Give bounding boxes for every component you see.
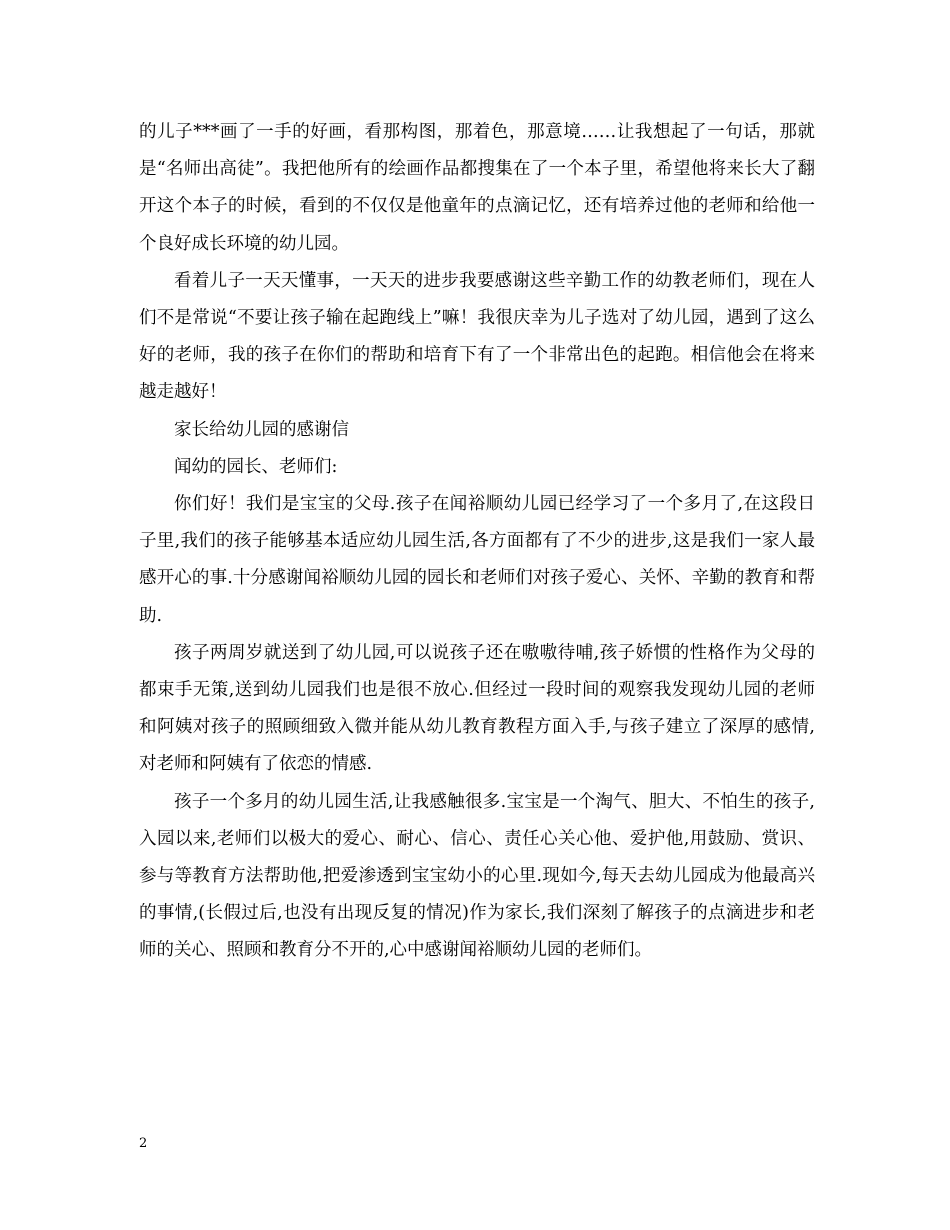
letter-paragraph-greeting: 你们好！我们是宝宝的父母.孩子在闻裕顺幼儿园已经学习了一个多月了,在这段日子里,我们的孩子能够基本适应幼儿园生活,各方面都有了不少的进步,这是我们一家人最感开心的事.十分感谢闻裕顺幼儿园的园长和老师们对孩子爱心、关怀、辛勤的教育和帮助. <box>139 494 815 626</box>
letter-salutation: 闻幼的园长、老师们: <box>174 456 338 477</box>
paragraph-continuation: 的儿子***画了一手的好画，看那构图，那着色，那意境……让我想起了一句话，那就是“名师出高徒”。我把他所有的绘画作品都搜集在了一个本子里，希望他将来长大了翻开这个本子的时候，看到的不仅仅是他童年的点滴记忆，还有培养过他的老师和给他一个良好成长环境的幼儿园。 <box>139 122 815 254</box>
document-body <box>139 114 815 970</box>
letter-paragraph-observation: 孩子两周岁就送到了幼儿园,可以说孩子还在嗷嗷待哺,孩子娇惯的性格作为父母的都束手无策,送到幼儿园我们也是很不放心.但经过一段时间的观察我发现幼儿园的老师和阿姨对孩子的照顾细致入微并能从幼儿教育教程方面入手,与孩子建立了深厚的感情,对老师和阿姨有了依恋的情感. <box>139 642 815 775</box>
letter-heading: 家长给幼儿园的感谢信 <box>174 419 349 440</box>
page-number: 2 <box>139 1136 148 1151</box>
paragraph-gratitude: 看着儿子一天天懂事，一天天的进步我要感谢这些辛勤工作的幼教老师们，现在人们不是常说“不要让孩子输在起跑线上”嘛！我很庆幸为儿子选对了幼儿园，遇到了这么好的老师，我的孩子在你们的帮助和培育下有了一个非常出色的起跑。相信他会在将来越走越好！ <box>139 270 815 403</box>
letter-paragraph-thanks: 孩子一个多月的幼儿园生活,让我感触很多.宝宝是一个淘气、胆大、不怕生的孩子,入园以来,老师们以极大的爱心、耐心、信心、责任心关心他、爱护他,用鼓励、赏识、参与等教育方法帮助他,把爱渗透到宝宝幼小的心里.现如今,每天去幼儿园成为他最高兴的事情,(长假过后,也没有出现反复的情况)作为家长,我们深刻了解孩子的点滴进步和老师的关心、照顾和教育分不开的,心中感谢闻裕顺幼儿园的老师们。 <box>139 791 815 961</box>
